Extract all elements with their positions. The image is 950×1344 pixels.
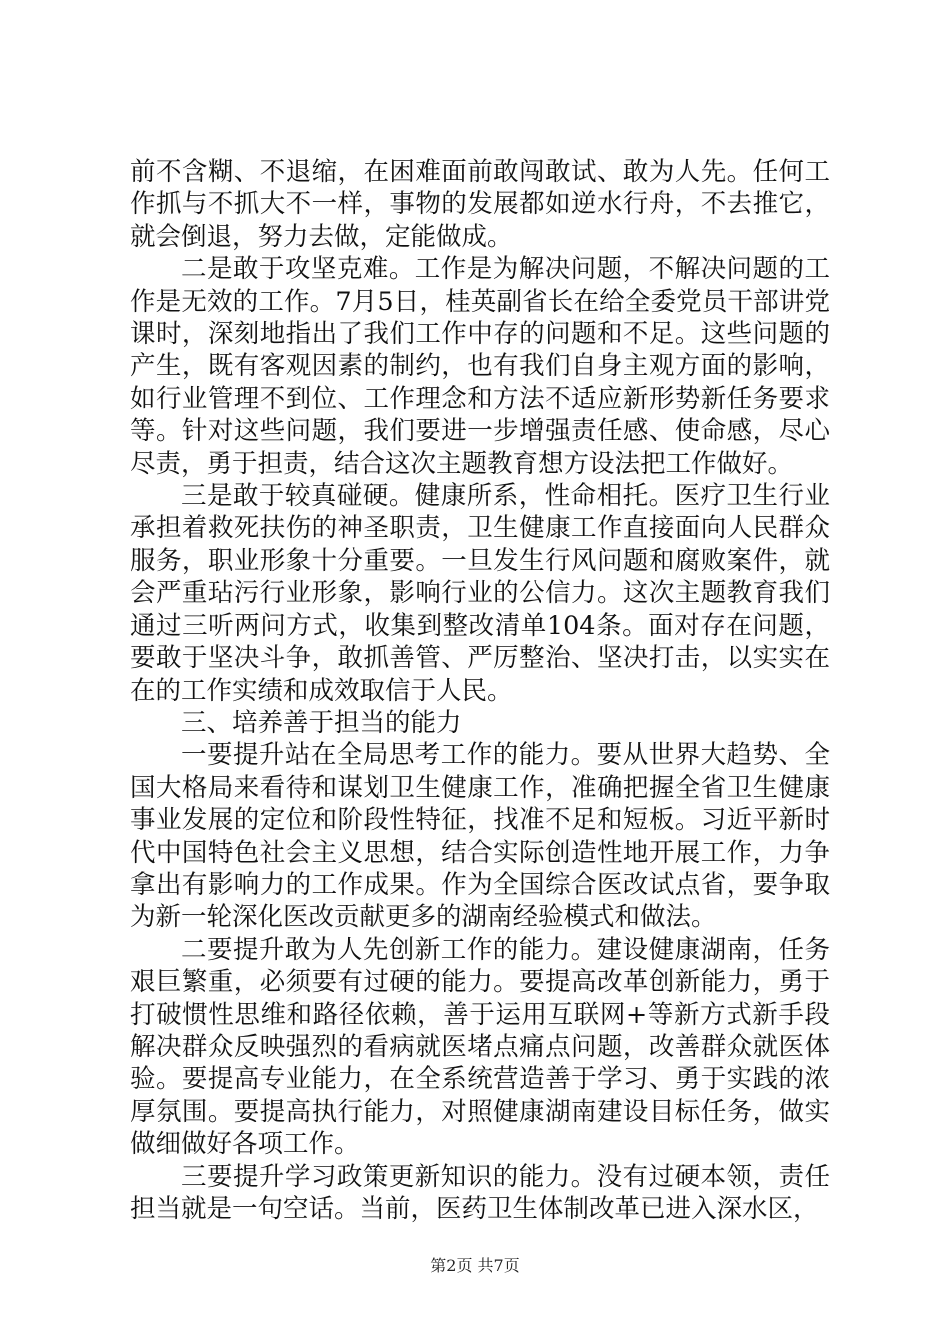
page-number-footer: 第2页 共7页 — [430, 1256, 520, 1275]
paragraph-continuation: 前不含糊、不退缩，在困难面前敢闯敢试、敢为人先。任何工作抓与不抓大不一样，事物的发展都如逆水行舟，不去推它，就会倒退，努力去做，定能做成。 — [130, 157, 830, 252]
paragraph-global-thinking: 一要提升站在全局思考工作的能力。要从世界大趋势、全国大格局来看待和谋划卫生健康工作，准确把握全省卫生健康事业发展的定位和阶段性特征，找准不足和短板。习近平新时代中国特色社会主义思想，结合实际创造性地开展工作，力争拿出有影响力的工作成果。作为全国综合医改试点省，要争取为新一轮深化医改贡献更多的湖南经验模式和做法。 — [130, 740, 830, 933]
paragraph-innovation: 二要提升敢为人先创新工作的能力。建设健康湖南，任务艰巨繁重，必须要有过硬的能力。要提高改革创新能力，勇于打破惯性思维和路径依赖，善于运用互联网+等新方式新手段解决群众反映强烈的看病就医堵点痛点问题，改善群众就医体验。要提高专业能力，在全系统营造善于学习、勇于实践的浓厚氛围。要提高执行能力，对照健康湖南建设目标任务，做实做细做好各项工作。 — [130, 934, 830, 1160]
section-heading: 三、培养善于担当的能力 — [181, 707, 462, 738]
paragraph-tackle-difficulties: 二是敢于攻坚克难。工作是为解决问题，不解决问题的工作是无效的工作。7月5日，桂英副省长在给全委党员干部讲党课时，深刻地指出了我们工作中存的问题和不足。这些问题的产生，既有客观因素的制约，也有我们自身主观方面的影响，如行业管理不到位、工作理念和方法不适应新形势新任务要求等。针对这些问题，我们要进一步增强责任感、使命感，尽心尽责，勇于担责，结合这次主题教育想方设法把工作做好。 — [130, 254, 830, 479]
paragraph-confront-hard-issues: 三是敢于较真碰硬。健康所系，性命相托。医疗卫生行业承担着救死扶伤的神圣职责，卫生健康工作直接面向人民群众服务，职业形象十分重要。一旦发生行风问题和腐败案件，就会严重玷污行业形象，影响行业的公信力。这次主题教育我们通过三听两问方式，收集到整改清单104条。面对存在问题，要敢于坚决斗争，敢抓善管、严厉整治、坚决打击，以实实在在的工作实绩和成效取信于人民。 — [130, 481, 830, 706]
paragraph-learning: 三要提升学习政策更新知识的能力。没有过硬本领，责任担当就是一句空话。当前，医药卫生体制改革已进入深水区， — [130, 1161, 830, 1224]
document-body — [130, 156, 830, 1225]
